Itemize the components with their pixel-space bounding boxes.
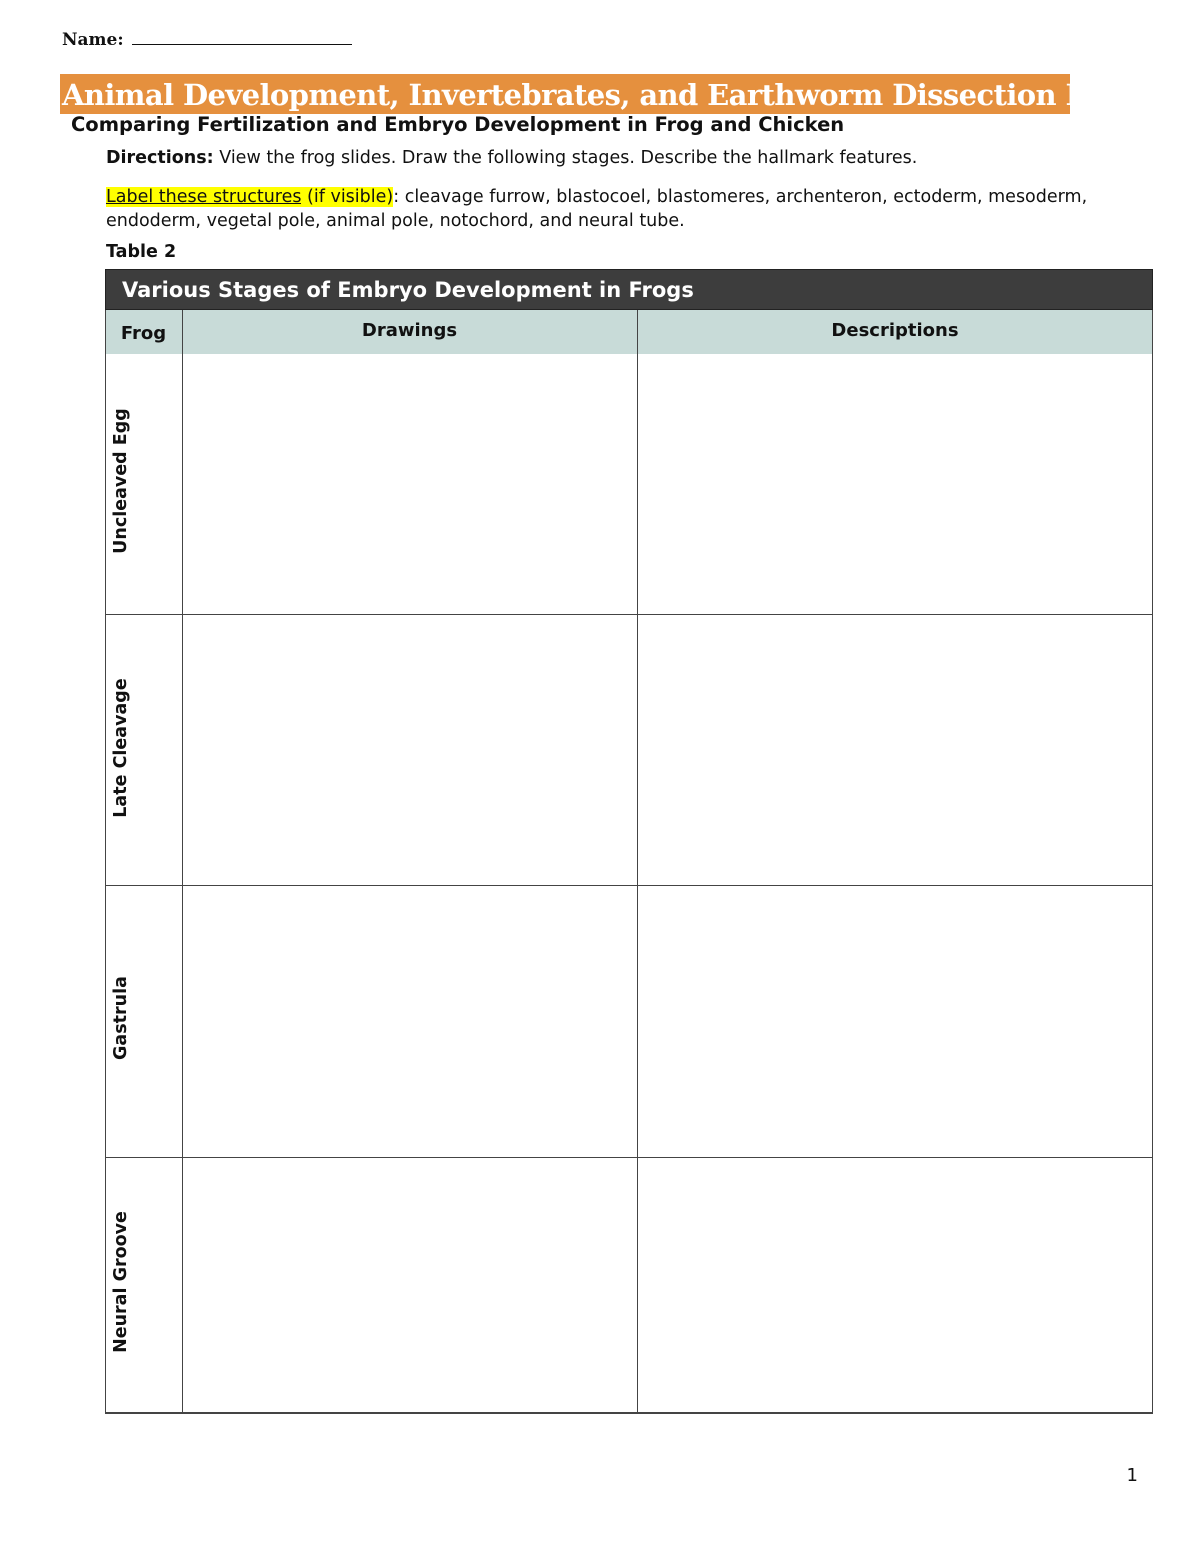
directions-label: Directions: [106, 148, 214, 168]
directions-paragraph [106, 148, 917, 168]
document-title-banner [60, 74, 1124, 114]
description-cell-late-cleavage[interactable] [638, 615, 1152, 885]
table-title: Various Stages of Embryo Development in Frogs [122, 278, 694, 302]
column-header-drawings-label: Drawings [361, 320, 458, 341]
row-label-late-cleavage: Late Cleavage [111, 678, 131, 818]
description-cell-gastrula[interactable] [638, 886, 1152, 1157]
table-caption: Table 2 [106, 242, 177, 262]
table-border-left [105, 310, 106, 1414]
drawing-cell-uncleaved-egg[interactable] [183, 355, 637, 614]
drawing-cell-late-cleavage[interactable] [183, 615, 637, 885]
row-label-uncleaved-egg: Uncleaved Egg [111, 408, 131, 554]
table-border-bottom [105, 1412, 1153, 1414]
page-number: 1 [1126, 1465, 1138, 1486]
column-header-frog [105, 310, 182, 354]
label-instructions [106, 185, 1136, 233]
document-title: Animal Development, Invertebrates, and Earthworm Dissection Lab [62, 78, 1124, 112]
section-subtitle: Comparing Fertilization and Embryo Development in Frog and Chicken [71, 113, 845, 136]
name-blank-line[interactable] [132, 30, 352, 45]
label-highlight-underlined: Label these structures [106, 187, 302, 207]
stages-table [105, 269, 1153, 1414]
table-title-row [105, 269, 1153, 310]
description-cell-uncleaved-egg[interactable] [638, 355, 1152, 614]
label-structures-list: cleavage furrow, blastocoel, blastomeres, archenteron, ectoderm, mesoderm, endoderm, vegetal pole, animal pole, notochord, and neural tube. [106, 187, 1088, 231]
table-border-right [1152, 310, 1153, 1414]
directions-text: View the frog slides. Draw the following stages. Describe the hallmark features. [213, 148, 918, 168]
column-header-descriptions-label: Descriptions [831, 320, 959, 341]
name-field [62, 30, 352, 50]
drawing-cell-gastrula[interactable] [183, 886, 637, 1157]
name-label: Name: [62, 30, 124, 50]
column-header-drawings [182, 310, 637, 354]
column-header-descriptions [637, 310, 1153, 354]
label-highlight-plain: (if visible) [301, 187, 394, 207]
row-label-neural-groove: Neural Groove [111, 1211, 131, 1353]
row-label-gastrula: Gastrula [111, 976, 131, 1060]
description-cell-neural-groove[interactable] [638, 1158, 1152, 1412]
label-colon: : [393, 187, 400, 207]
drawing-cell-neural-groove[interactable] [183, 1158, 637, 1412]
column-header-frog-label: Frog [120, 323, 167, 344]
